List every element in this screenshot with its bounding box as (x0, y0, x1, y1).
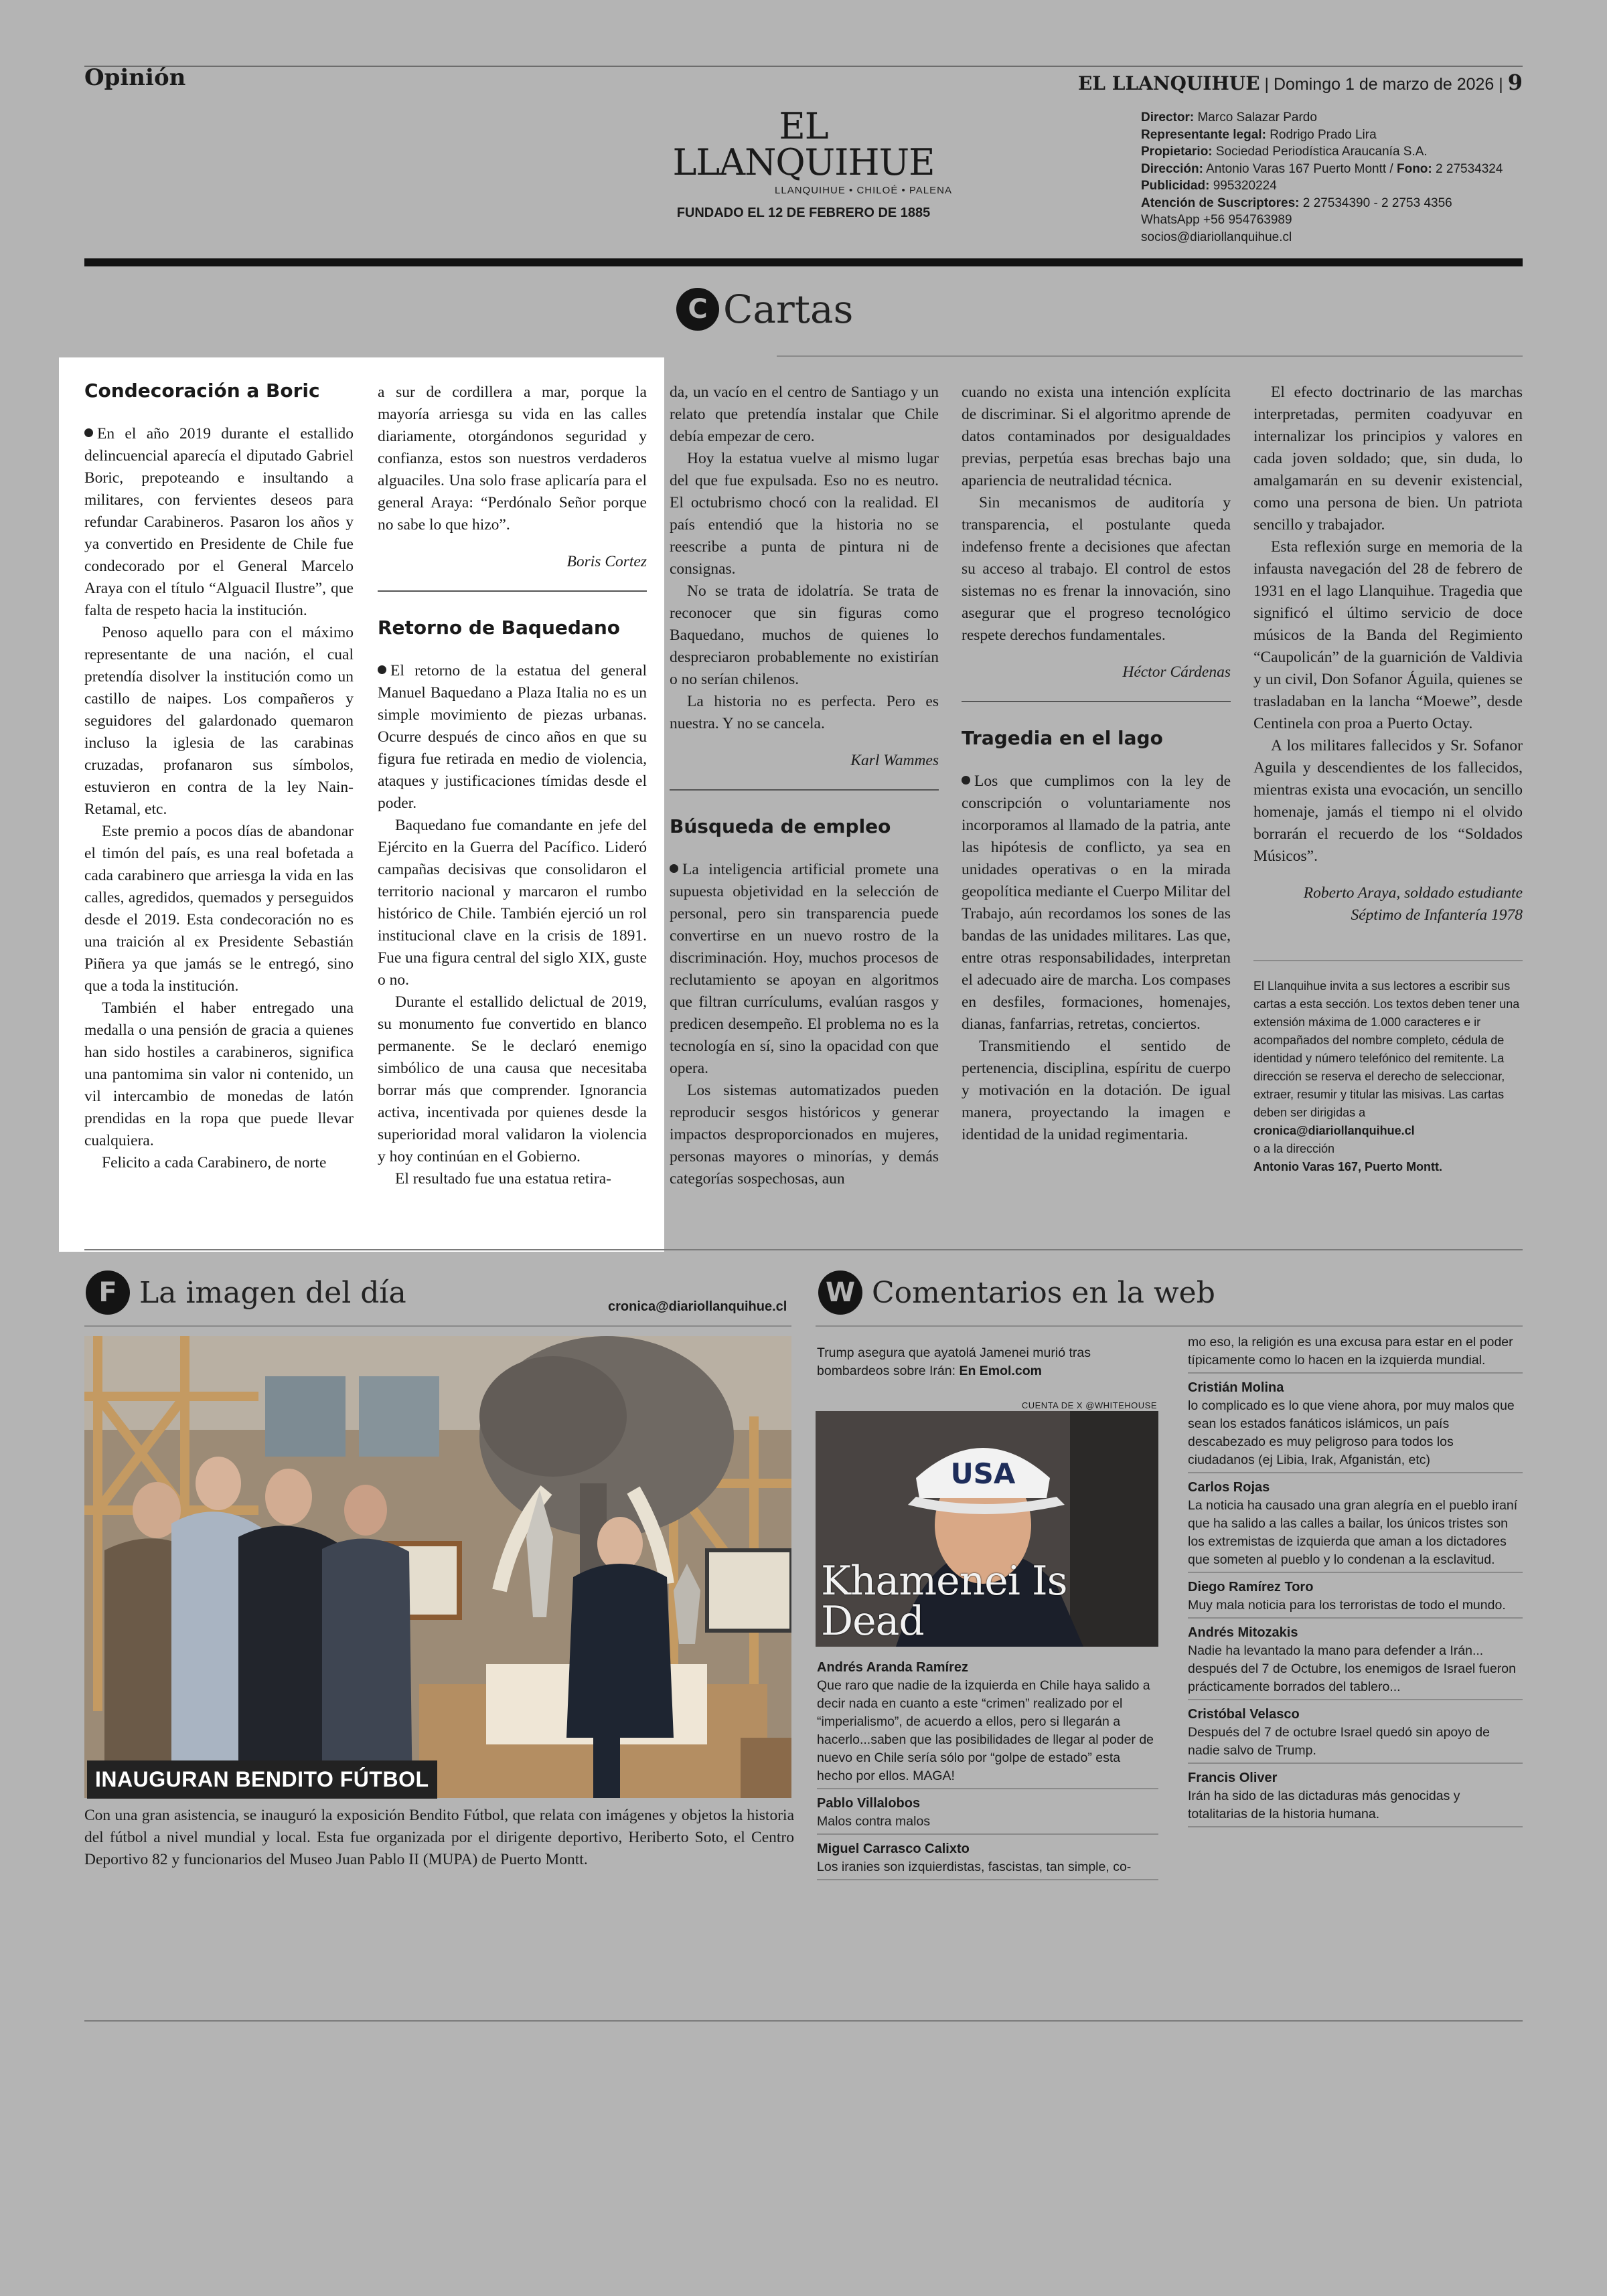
imagen-title: La imagen del día (139, 1275, 406, 1310)
cap-text: USA (950, 1457, 1016, 1490)
masthead-founded: FUNDADO EL 12 DE FEBRERO DE 1885 (676, 206, 931, 220)
letter-column-5 (1253, 382, 1523, 1176)
comment-author: Pablo Villalobos (817, 1796, 921, 1811)
letter-signature: Boris Cortez (566, 553, 647, 570)
letter-paragraph (378, 660, 647, 815)
comment-entry (1188, 1624, 1523, 1700)
comentarios-title: Comentarios en la web (872, 1275, 1215, 1310)
folio-paper-name: EL LLANQUIHUE (1077, 72, 1260, 94)
folio-date: Domingo 1 de marzo de 2026 (1273, 75, 1495, 94)
staff-row (1141, 195, 1543, 212)
letter-paragraph (962, 770, 1231, 1036)
letter-text: Los que cumplimos con la ley de conscripción o voluntariamente nos incorporamos al llamado de la patria, ante las hipótesis de conflicto, ya sea en unidades operativas o en la mirada geopolítica mediante el Cuerpo Militar del Trabajo, aún recordamos los sones de las bandas de las unidades militares. Las que, entre otras responsabilidades, interpretan el adecuado aire de marcha. Los compases en desfiles, formaciones, homenajes, dianas, fanfarrias, retretas, conciertos. (962, 772, 1231, 1033)
comment-text: mo eso, la religión es una excusa para estar en el poder típicamente como lo hacen en la izquierda mundial. (1188, 1335, 1513, 1368)
comment-text: La noticia ha causado una gran alegría en el pueblo iraní que ha salido a las calles a bailar, los únicos tristes son los extremistas de izquierda que aman a los dictadores que someten al pueblo y lo condenan a la esclavitud. (1188, 1498, 1518, 1567)
letter-paragraph: El efecto doctrinario de las marchas interpretadas, permiten coadyuvar en internalizar los principios y valores en cada joven soldado; que, sin duda, lo amalgamarán en su devenir existencial, como una persona de bien. Un patriota sencillo y trabajador. (1253, 384, 1523, 534)
photo-overlay-text: Khamenei Is Dead (821, 1558, 1067, 1645)
letter-column-4 (962, 382, 1231, 1146)
cartas-title: Cartas (723, 286, 854, 332)
photo-title-tag: INAUGURAN BENDITO FÚTBOL (87, 1760, 437, 1799)
letter-signature-rank: Séptimo de Infantería 1978 (1351, 906, 1523, 924)
letter-paragraph: Transmitiendo el sentido de pertenencia, disciplina, espíritu de cuerpo y motivación en la dotación. De igual manera, proyectando la imagen e identidad de la unidad regimentaria. (962, 1038, 1231, 1143)
staff-value: Rodrigo Prado Lira (1270, 127, 1377, 142)
comment-entry (817, 1795, 1158, 1835)
staff-value: 2 27534324 (1436, 161, 1503, 176)
letter-paragraph: La historia no es perfecta. Pero es nuestra. Y no se cancela. (670, 693, 939, 732)
staff-label: Director: (1141, 110, 1195, 125)
imagen-email[interactable]: cronica@diariollanquihue.cl (608, 1299, 787, 1314)
letter-paragraph: Sin mecanismos de auditoría y transparencia, el postulante queda indefenso frente a decisiones que afectan su acceso al trabajo. El control de estos sistemas no es frenar la innovación, sino asegurar que el progreso tecnológico respete derechos fundamentales. (962, 494, 1231, 644)
staff-label: Representante legal: (1141, 127, 1266, 142)
header-rule (84, 66, 1523, 67)
comment-author: Francis Oliver (1188, 1771, 1278, 1785)
letter-text: La inteligencia artificial promete una supuesta objetividad en la selección de personal, pero sin transparencia puede convertirse en un nuevo rostro de la discriminación. Hoy, muchos procesos de reclutamiento se apoyan en algoritmos que filtran currículums, evalúan rasgos y predicen desempeño. El problema no es la tecnología en sí, sino la opacidad con que opera. (670, 861, 939, 1077)
letter-paragraph: Durante el estallido delictual de 2019, su monumento fue convertido en blanco permanente. Se le declaró enemigo simbólico de una causa que necesitaba borrar más que comprender. Ignorancia activa, incentivada por quienes desde la superioridad moral validaron la violencia y hoy continúan en el Gobierno. (378, 993, 647, 1165)
letter-paragraph (84, 423, 354, 622)
comment-entry (1188, 1379, 1523, 1473)
letter-paragraph: Felicito a cada Carabinero, de norte (102, 1154, 327, 1171)
staff-value: WhatsApp +56 954763989 (1141, 213, 1292, 227)
comment-author: Miguel Carrasco Calixto (817, 1841, 970, 1856)
letter-paragraph: cuando no exista una intención explícita de discriminar. Si el algoritmo aprende de datos contaminados por desigualdades previas, perpetúa esas brechas bajo una apariencia de neutralidad técnica. (962, 384, 1231, 489)
staff-value: Marco Salazar Pardo (1197, 110, 1317, 125)
letter-signature: Héctor Cárdenas (1122, 663, 1231, 681)
comment-entry (1188, 1333, 1523, 1374)
staff-row (1141, 229, 1543, 246)
comentarios-headline (817, 1344, 1165, 1380)
letter-paragraph: Penoso aquello para con el máximo representante de una nación, el cual pretendía disolver la institución como un castillo de naipes. Los compañeros y seguidores del galardonado quemaron incluso la iglesia de las carabinas cruzadas, profanaron sus símbolos, estuvieron en contra de la ley Nain-Retamal, etc. (84, 624, 354, 818)
masthead-subtitle: LLANQUIHUE • CHILOÉ • PALENA (775, 185, 952, 196)
letter-text: En el año 2019 durante el estallido delincuencial aparecía el diputado Gabriel Boric, prepoteando e insultando a militares, con fervientes deseos para refundar Carabineros. Pasaron los años y ya convertido en Presidente de Chile fue condecorado por el General Marcelo Araya con el título “Alguacil Ilustre”, que falta de respeto hacia la institución. (84, 425, 354, 619)
comment-entry (1188, 1769, 1523, 1827)
letter-paragraph (670, 859, 939, 1080)
staff-email[interactable]: socios@diariollanquihue.cl (1141, 230, 1292, 244)
comment-author: Diego Ramírez Toro (1188, 1580, 1314, 1594)
bullet-icon (84, 428, 93, 437)
letter-signature: Roberto Araya, soldado estudiante (1303, 884, 1523, 902)
staff-row (1141, 161, 1543, 178)
comment-entry (1188, 1706, 1523, 1764)
letter-paragraph: A los militares fallecidos y Sr. Sofanor Aguila y descendientes de los fallecidos, mientras exista una evocación, un sencillo homenaje, jamás el tiempo ni el olvido borrarán el recuerdo de los “Soldados Músicos”. (1253, 737, 1523, 865)
letter-signature: Karl Wammes (850, 752, 939, 769)
page-bottom-rule (84, 2020, 1523, 2022)
comments-right-column (1188, 1333, 1523, 1829)
comentarios-heading (818, 1270, 1215, 1315)
letter-paragraph: No se trata de idolatría. Se trata de reconocer que sin figuras como Baquedano, muchos de quienes lo despreciaron probablemente no existirían o no serían chilenos. (670, 582, 939, 688)
bullet-icon (670, 864, 678, 873)
masthead-title: EL LLANQUIHUE (672, 105, 935, 183)
letter-column-2 (378, 382, 647, 1190)
letter-paragraph: El resultado fue una estatua retira- (395, 1170, 611, 1187)
staff-value: Antonio Varas 167 Puerto Montt / (1206, 161, 1393, 176)
staff-box (1141, 109, 1543, 246)
comment-text: Irán ha sido de las dictaduras más genocidas y totalitarias de la historia humana. (1188, 1789, 1460, 1821)
staff-label: Atención de Suscriptores: (1141, 195, 1300, 210)
comment-author: Carlos Rojas (1188, 1480, 1270, 1495)
letter-paragraph: Hoy la estatua vuelve al mismo lugar del que fue expulsada. Eso no es neutro. El octubrismo chocó con la realidad. El país entendió que la historia no se reescribe a punta de pintura ni de consignas. (670, 450, 939, 578)
staff-row (1141, 109, 1543, 127)
note-rule (1253, 960, 1523, 961)
letter-column-1 (84, 379, 354, 1174)
letter-separator (670, 789, 939, 791)
comment-text: Los iranies son izquierdistas, fascistas, tan simple, co- (817, 1860, 1132, 1874)
comments-left-column (817, 1659, 1158, 1882)
staff-row (1141, 127, 1543, 144)
note-text: El Llanquihue invita a sus lectores a escribir sus cartas a esta sección. Los textos deben tener una extensión máxima de 1.000 caracteres e ir acompañados del nombre completo, cédula de identidad y número telefónico del remitente. La dirección se reserva el derecho de seleccionar, extraer, resumir y titular las misivas. Las cartas deben ser dirigidas a (1253, 979, 1520, 1119)
folio: EL LLANQUIHUE | Domingo 1 de marzo de 2026 | 9 (1077, 70, 1523, 95)
comment-text: Muy mala noticia para los terroristas de todo el mundo. (1188, 1598, 1506, 1613)
letter-text: El retorno de la estatua del general Manuel Baquedano a Plaza Italia no es un simple movimiento de piezas urbanas. Ocurre después de cinco años en que su figura fue retirada en medio de violencia, ataques y justificaciones tímidas desde el poder. (378, 662, 647, 812)
letter-title: Búsqueda de empleo (670, 815, 891, 837)
comment-entry (817, 1659, 1158, 1789)
bullet-icon (378, 665, 386, 674)
letter-title: Retorno de Baquedano (378, 617, 620, 639)
masthead-divider (84, 258, 1523, 266)
imagen-badge-icon: F (86, 1270, 130, 1315)
staff-label: Dirección: (1141, 161, 1203, 176)
comment-author: Andrés Mitozakis (1188, 1625, 1298, 1640)
staff-label: Fono: (1396, 161, 1432, 176)
comentarios-rule (816, 1325, 1523, 1327)
comentarios-badge-icon: W (818, 1270, 862, 1315)
page-number: 9 (1507, 70, 1523, 95)
bullet-icon (962, 776, 970, 785)
letter-paragraph: a sur de cordillera a mar, porque la mayoría arriesga su vida en las calles diariamente, otorgándonos seguridad y confianza, estos son nuestros verdaderos alguaciles. Una solo frase aplicaría para el general Araya: “Perdónalo Señor porque no sabe lo que hizo”. (378, 384, 647, 534)
letter-separator (962, 701, 1231, 702)
comment-author: Cristóbal Velasco (1188, 1707, 1300, 1722)
staff-label: Propietario: (1141, 145, 1213, 159)
cartas-heading (676, 286, 853, 332)
letter-paragraph: Los sistemas automatizados pueden reproducir sesgos históricos y generar impactos desproporcionados en mujeres, personas mayores o minorías, y demás categorías sospechosas, aun (670, 1082, 939, 1187)
comment-entry (817, 1840, 1158, 1880)
imagen-rule (84, 1325, 791, 1327)
staff-row (1141, 177, 1543, 195)
comment-text: Malos contra malos (817, 1814, 931, 1829)
staff-row (1141, 143, 1543, 161)
photo-credit: CUENTA DE X @WHITEHOUSE (1021, 1400, 1157, 1410)
letter-paragraph: Este premio a pocos días de abandonar el timón del país, es una real bofetada a cada carabinero que arriesga la vida en las calles, agredidos, quemados y perseguidos desde el 2019. Esta condecoración no es una traición al ex Presidente Sebastián Piñera ya que jamás se le entregó, sino que a toda la institución. (84, 823, 354, 995)
photo-of-the-day (84, 1336, 791, 1798)
comment-author: Andrés Aranda Ramírez (817, 1660, 968, 1675)
staff-label: Publicidad: (1141, 179, 1210, 193)
comment-author: Cristián Molina (1188, 1380, 1284, 1395)
comment-text: Después del 7 de octubre Israel quedó sin apoyo de nadie salvo de Trump. (1188, 1725, 1490, 1758)
note-or: o a la dirección (1253, 1142, 1335, 1155)
headline-text: Trump asegura que ayatolá Jamenei murió tras bombardeos sobre Irán: (817, 1345, 1091, 1378)
section-divider (84, 1249, 1523, 1250)
staff-value: 995320224 (1213, 179, 1277, 193)
letter-paragraph: da, un vacío en el centro de Santiago y un relato que pretendía instalar que Chile debía empezar de cero. (670, 384, 939, 445)
letter-separator (378, 590, 647, 592)
submission-note (1253, 977, 1523, 1176)
comment-text: lo complicado es lo que viene ahora, por muy malos que sean los estados fanáticos islámicos, un país descabezado es muy peligroso para todos los ciudadanos (ej Libia, Irak, Afganistán, etc) (1188, 1398, 1515, 1467)
comment-text: Que raro que nadie de la izquierda en Chile haya salido a decir nada en cuanto a este “crimen” realizado por el “imperialismo”, de acuerdo a ellos, pero si llegarán a hacerlo...saben que las posibilidades de llegar al poder de nuevo en Chile sería sólo por “golpe de estado” esta hecho por ellos. MAGA! (817, 1678, 1154, 1783)
note-email[interactable]: cronica@diariollanquihue.cl (1253, 1124, 1415, 1137)
staff-value: 2 27534390 - 2 2753 4356 (1302, 195, 1452, 210)
cartas-badge-icon: C (676, 288, 719, 331)
staff-row (1141, 212, 1543, 229)
letter-title: Condecoración a Boric (84, 380, 320, 402)
imagen-heading (86, 1270, 406, 1315)
exhibition-photo (84, 1336, 791, 1798)
comment-entry (1188, 1578, 1523, 1619)
letter-title: Tragedia en el lago (962, 727, 1163, 749)
letter-paragraph: También el haber entregado una medalla o una pensión de gracia a quienes han sido hostiles a carabineros, significa una pantomima sin valor ni contenido, un vil intercambio de monedas de latón prendidas en la ropa que puede llevar cualquiera. (84, 999, 354, 1149)
letter-paragraph: Esta reflexión surge en memoria de la infausta navegación del 28 de febrero de 1931 en el lago Llanquihue. Tragedia que significó el último servicio de doce músicos de la Banda del Regimiento “Caupolicán” de la guarnición de Valdivia y un civil, Don Sofanor Águila, quienes se trasladaban en la lancha “Moewe”, desde Centinela con proa a Puerto Octay. (1253, 538, 1523, 732)
letter-column-3 (670, 382, 939, 1190)
note-address: Antonio Varas 167, Puerto Montt. (1253, 1160, 1443, 1173)
trump-photo (816, 1411, 1158, 1647)
photo-caption: Con una gran asistencia, se inauguró la exposición Bendito Fútbol, que relata con imágenes y objetos la historia del fútbol a nivel mundial y local. Esta fue organizada por el dirigente deportivo, Heriberto Soto, el Centro Deportivo 82 y funcionarios del Museo Juan Pablo II (MUPA) de Puerto Montt. (84, 1807, 794, 1868)
comment-entry (1188, 1479, 1523, 1573)
section-label: Opinión (84, 64, 186, 91)
masthead (649, 105, 958, 221)
staff-value: Sociedad Periodística Araucanía S.A. (1215, 145, 1428, 159)
headline-source[interactable]: En Emol.com (959, 1364, 1042, 1378)
letter-paragraph: Baquedano fue comandante en jefe del Ejército en la Guerra del Pacífico. Lideró campañas decisivas que consolidaron el territorio nacional y marcaron el rumbo histórico de Chile. También ejerció un rol institucional clave en la crisis de 1891. Fue una figura central del siglo XIX, guste o no. (378, 817, 647, 989)
cartas-rule (777, 355, 1523, 357)
comment-text: Nadie ha levantado la mano para defender a Irán... después del 7 de Octubre, los enemigos de Israel fueron prácticamente borrados del tablero... (1188, 1643, 1516, 1694)
